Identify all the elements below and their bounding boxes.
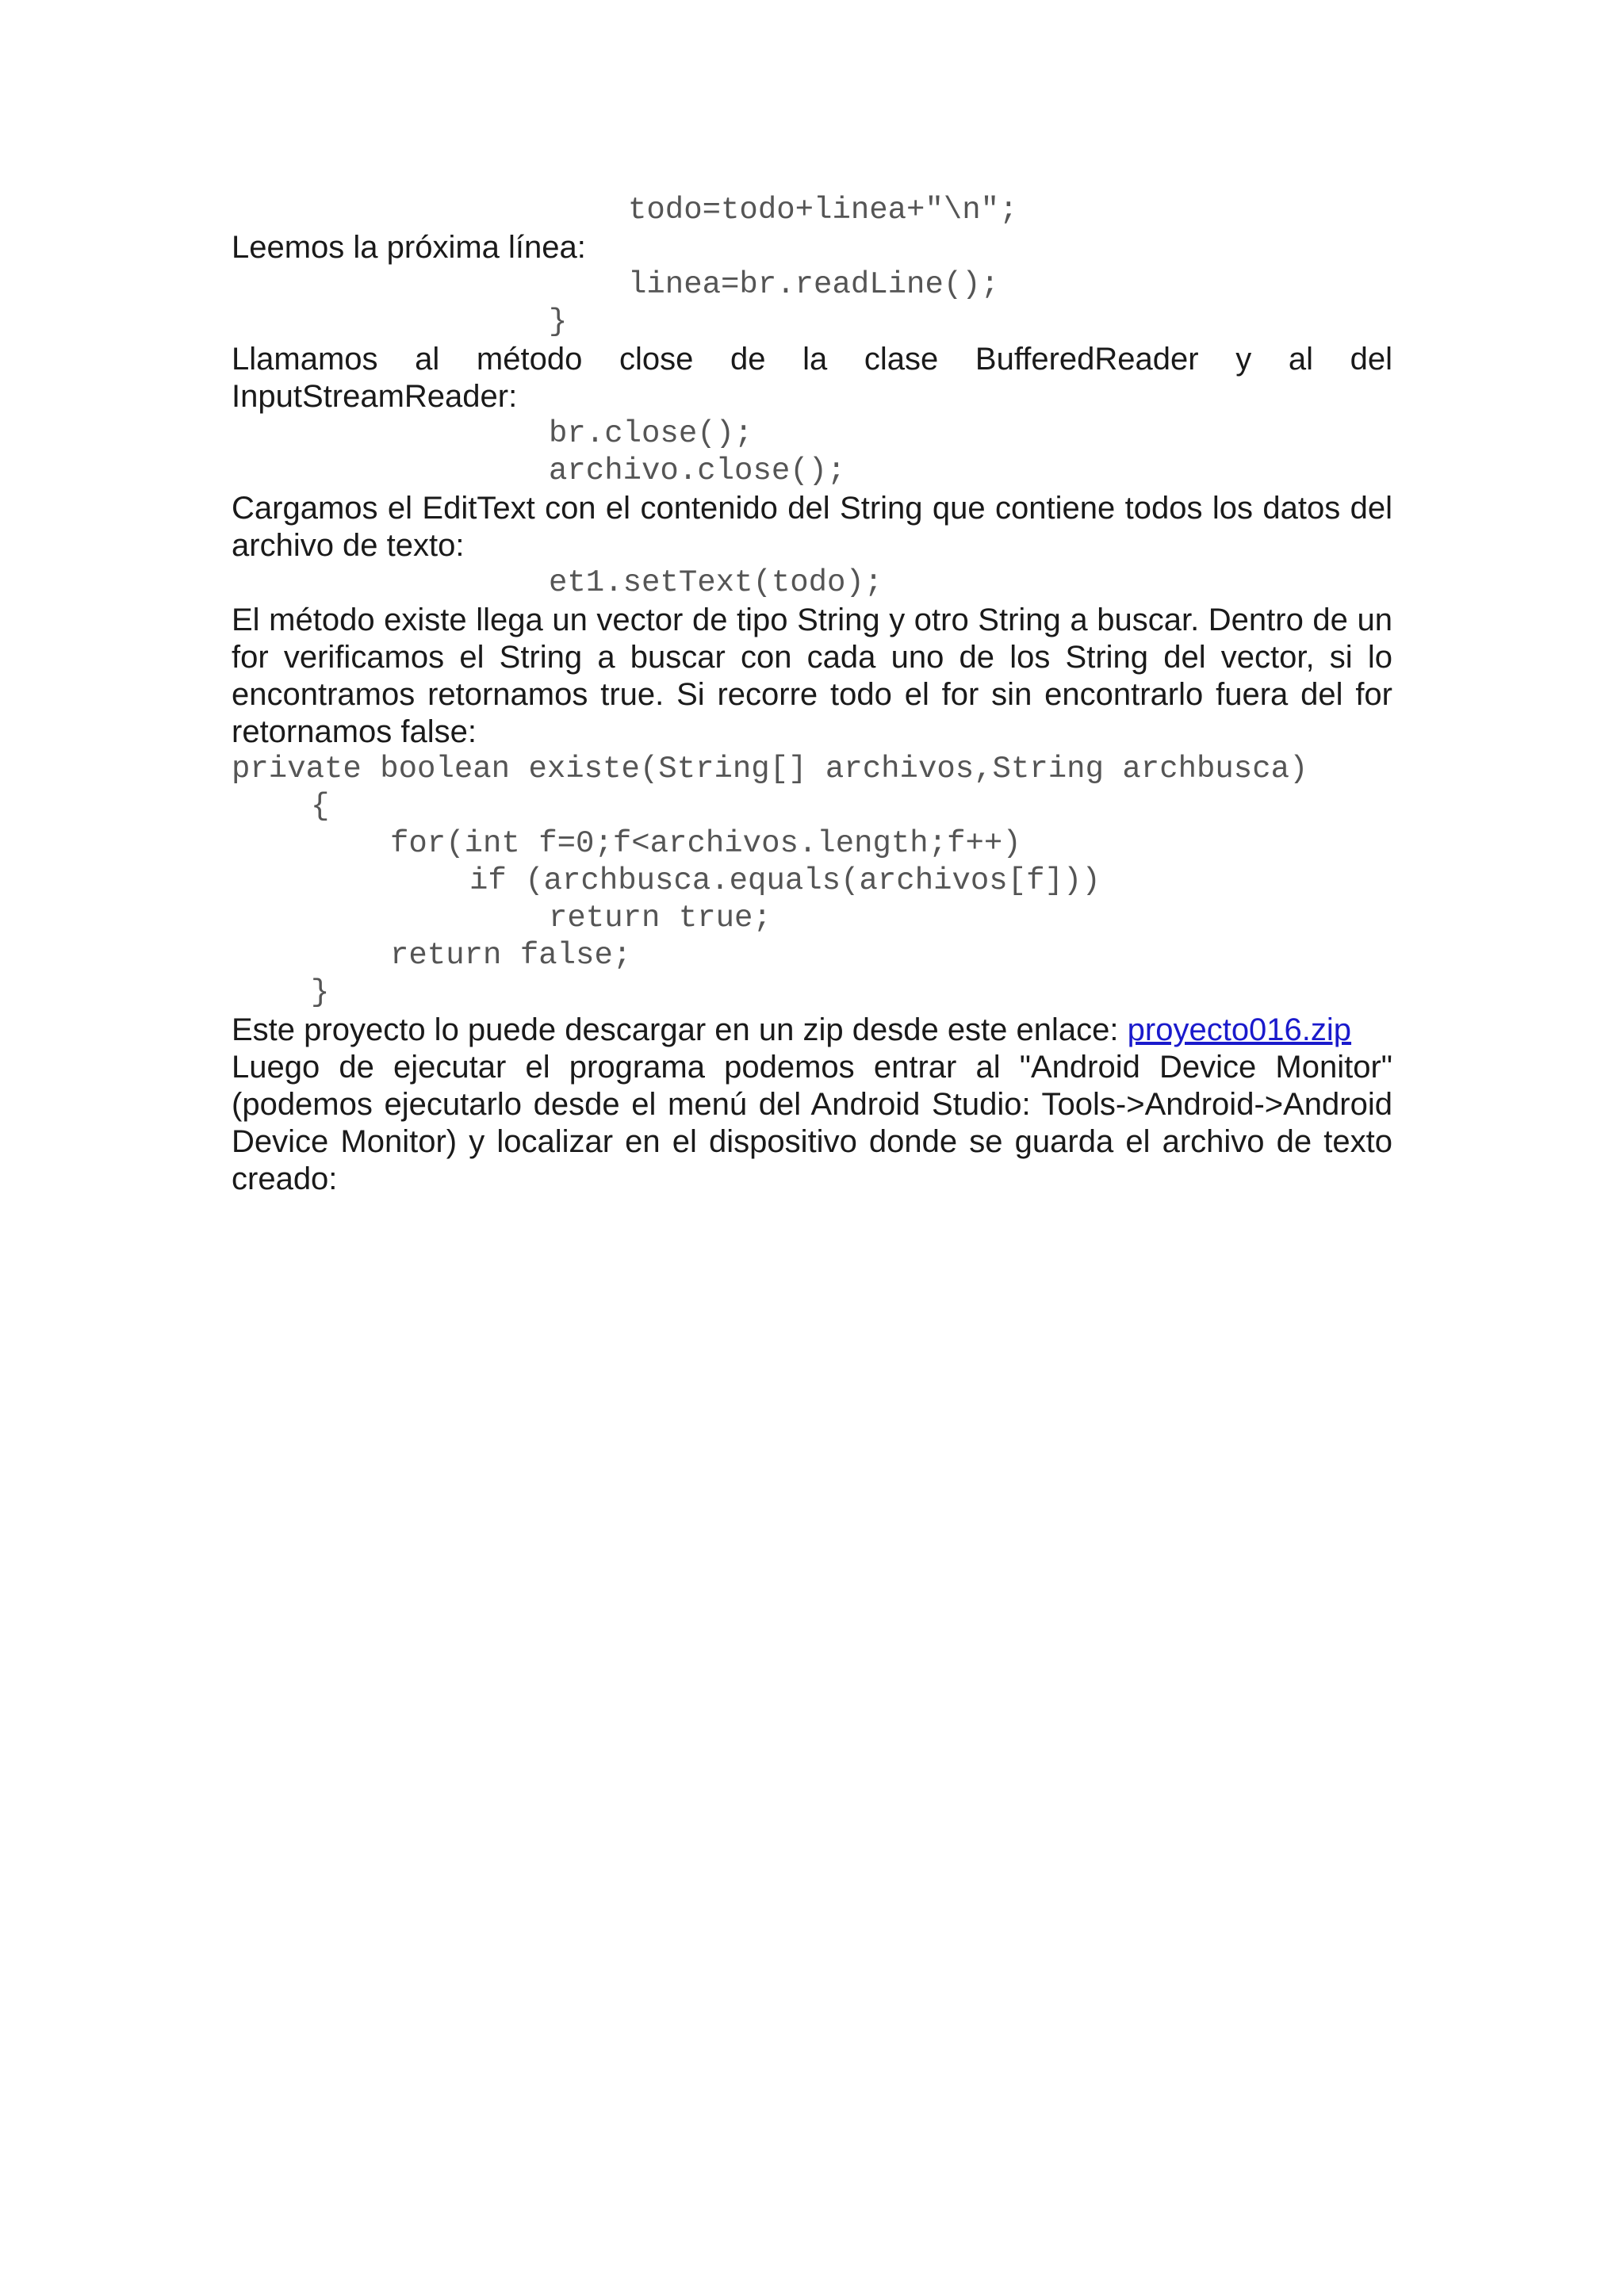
- code-line: todo=todo+linea+"\n";: [628, 193, 1018, 228]
- download-paragraph: [232, 1012, 1392, 1049]
- code-line: if (archbusca.equals(archivos[f])): [469, 863, 1101, 898]
- download-link[interactable]: proyecto016.zip: [1127, 1012, 1352, 1047]
- document-body: [232, 192, 1392, 1198]
- code-line: archivo.close();: [549, 453, 846, 488]
- final-paragraph: Luego de ejecutar el programa podemos entrar al "Android Device Monitor" (podemos ejecutarlo desde el menú del Android Studio: Tools->Android->Android Device Monitor) y localizar en el dispositivo donde se guarda el archivo de texto creado:: [232, 1050, 1392, 1196]
- code-line: for(int f=0;f<archivos.length;f++): [390, 826, 1021, 861]
- code-line: return false;: [390, 938, 632, 973]
- code-line: linea=br.readLine();: [628, 267, 1000, 302]
- code-line: {: [311, 789, 330, 824]
- code-line: et1.setText(todo);: [549, 565, 883, 600]
- code-line: private boolean existe(String[] archivos,String archbusca): [232, 752, 1308, 786]
- download-text: Este proyecto lo puede descargar en un zip desde este enlace:: [232, 1012, 1128, 1047]
- prose-paragraph: El método existe llega un vector de tipo String y otro String a buscar. Dentro de un for verificamos el String a buscar con cada uno de los String del vector, si lo encontramos retornamos true. Si recorre todo el for sin encontrarlo fuera del for retornamos false:: [232, 603, 1392, 749]
- code-line: }: [311, 975, 330, 1010]
- prose-paragraph: Llamamos al método close de la clase BufferedReader y al del InputStreamReader:: [232, 342, 1392, 414]
- code-line: }: [549, 304, 568, 339]
- code-line: return true;: [549, 901, 772, 936]
- content-blocks: [232, 192, 1392, 1012]
- code-line: br.close();: [549, 416, 753, 451]
- prose-paragraph: Cargamos el EditText con el contenido del String que contiene todos los datos del archivo de texto:: [232, 491, 1392, 563]
- prose-paragraph: Leemos la próxima línea:: [232, 230, 586, 265]
